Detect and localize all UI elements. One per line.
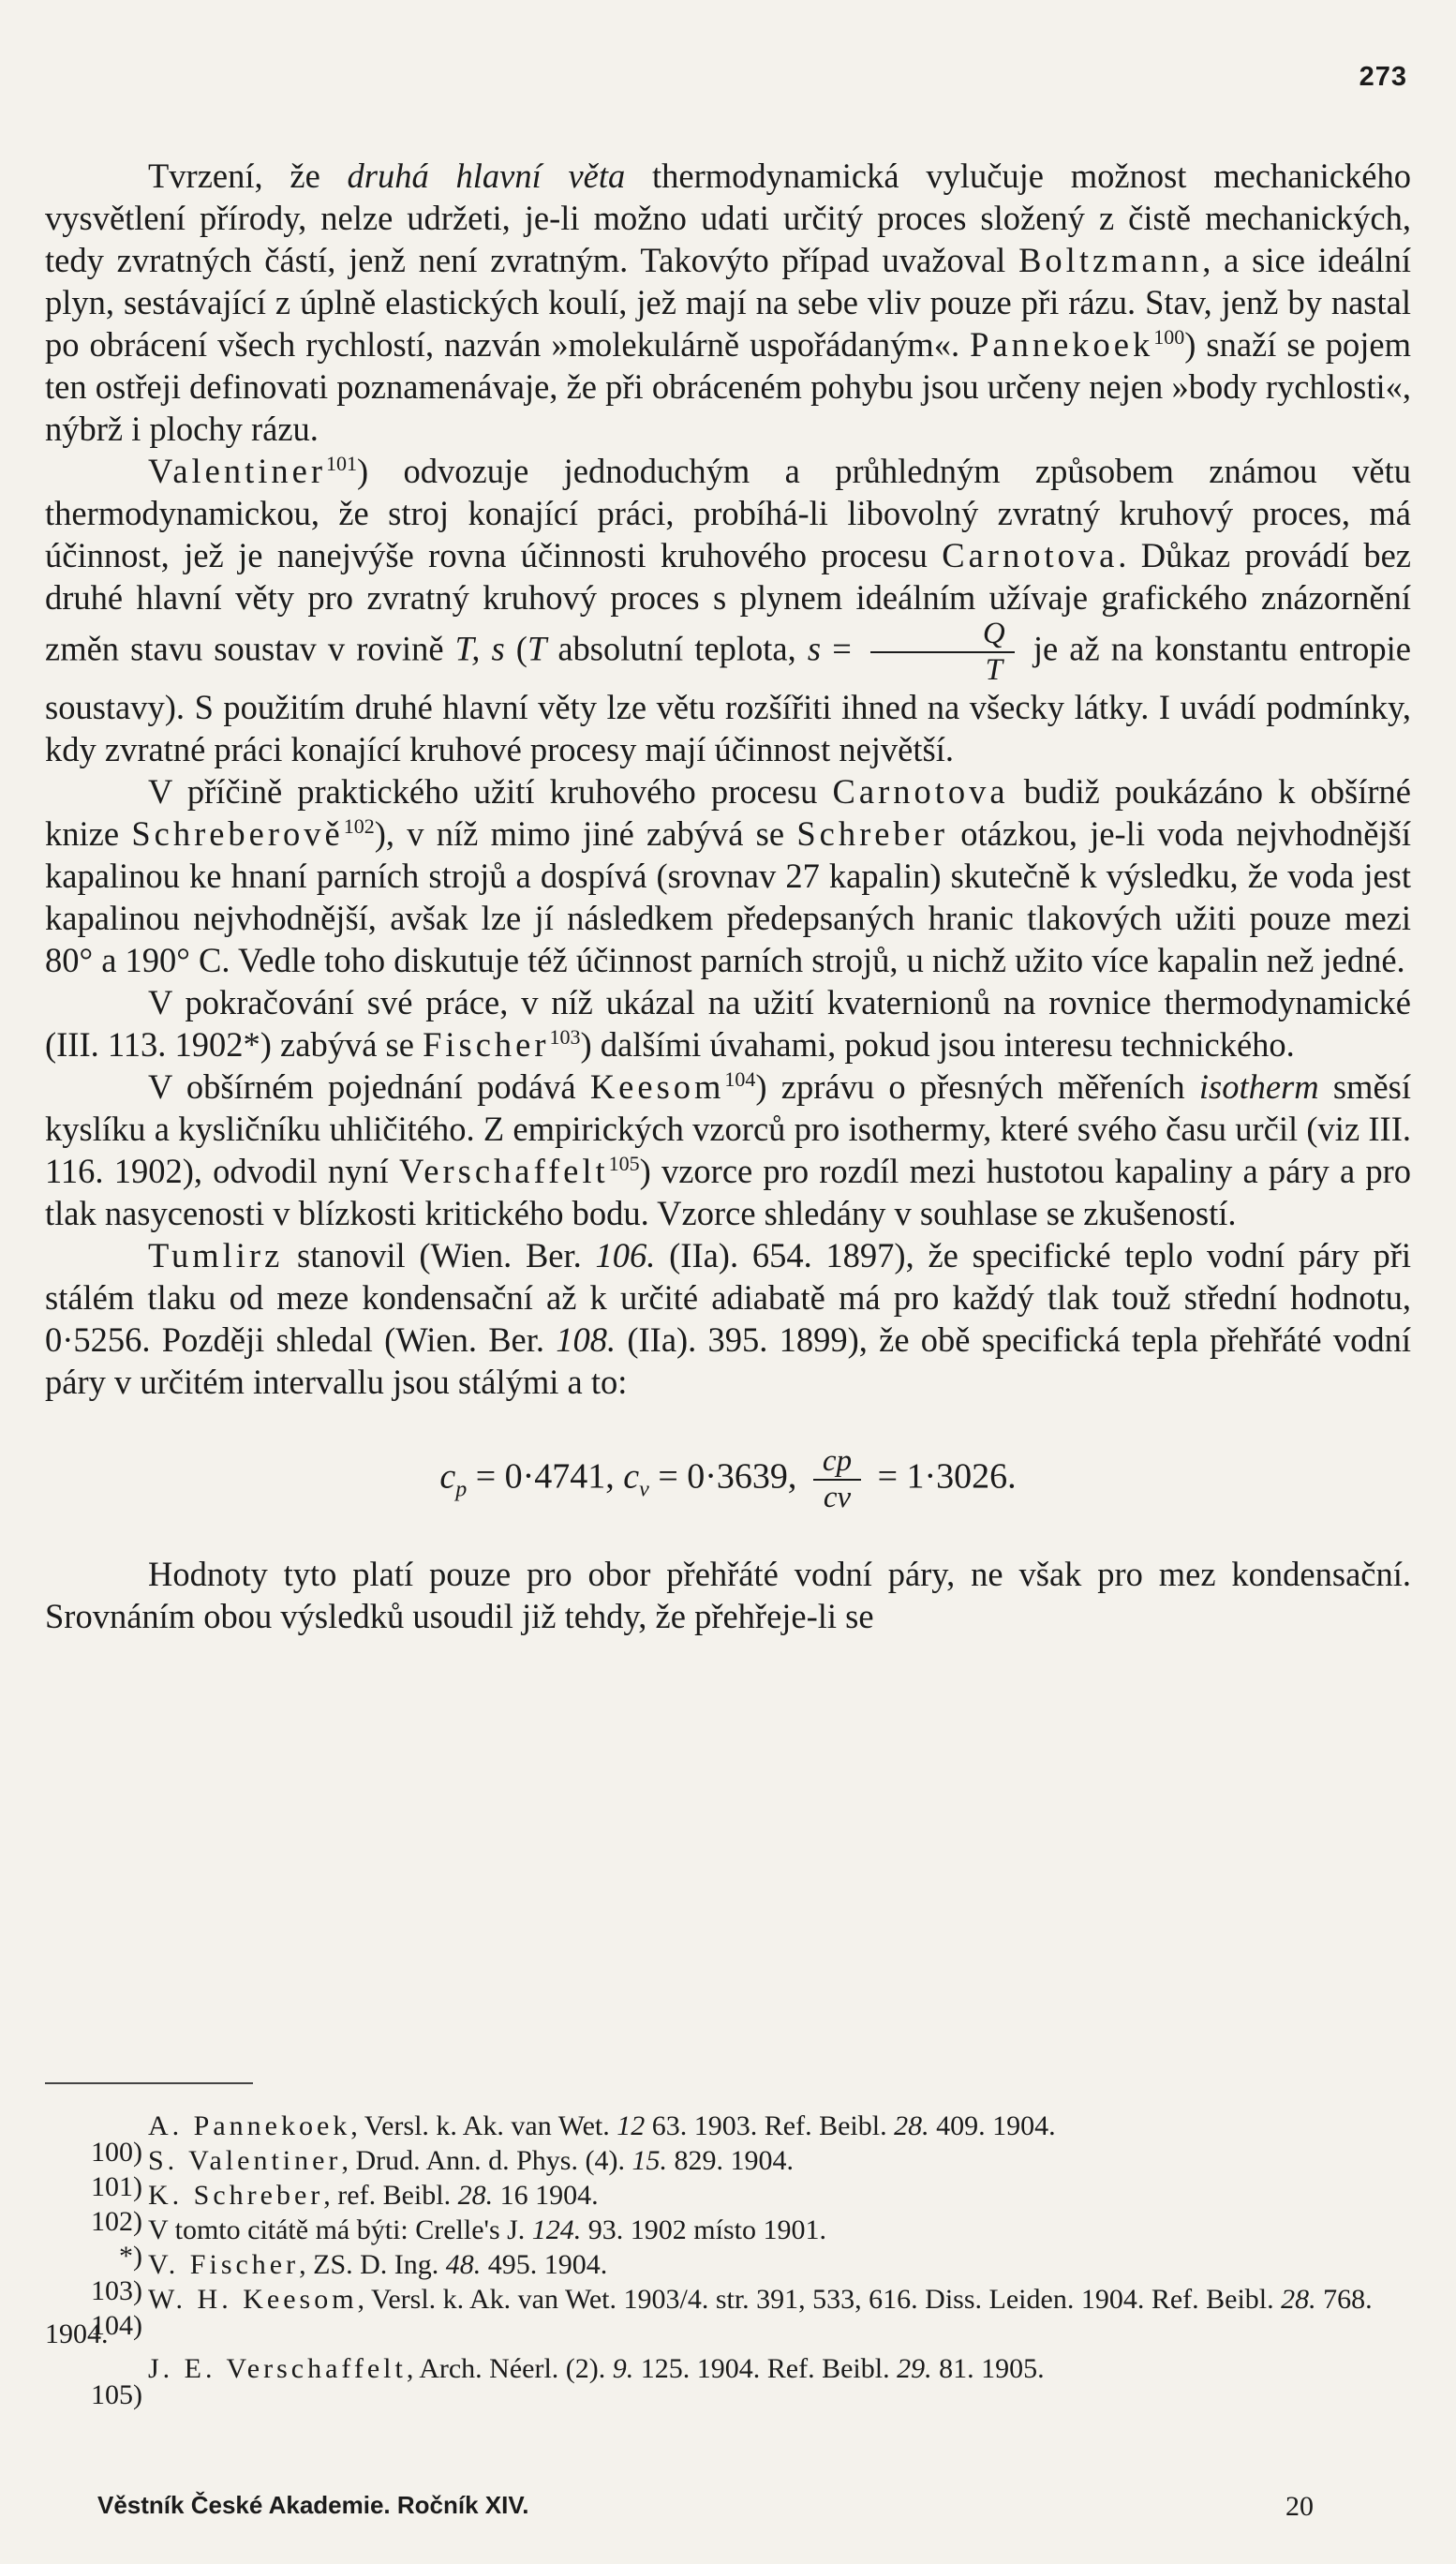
footnote-author: S. Valentiner bbox=[148, 2145, 342, 2176]
text: V příčině praktického užití kruhového procesu bbox=[148, 772, 833, 811]
paragraph-4 bbox=[45, 981, 1411, 1066]
footnote-text: , Arch. Néerl. (2). bbox=[406, 2353, 613, 2384]
author-name: Verschaffelt bbox=[398, 1152, 609, 1190]
text: ) dalšími úvahami, pokud jsou interesu technického. bbox=[580, 1025, 1295, 1064]
author-name: Boltzmann bbox=[1018, 241, 1203, 279]
paragraph-5 bbox=[45, 1066, 1411, 1234]
text: stanovil (Wien. Ber. bbox=[283, 1236, 596, 1275]
footnote-divider bbox=[45, 2082, 253, 2084]
footnote-number: 103) bbox=[91, 2275, 142, 2306]
footnote-text: , Versl. k. Ak. van Wet. bbox=[350, 2110, 617, 2141]
text: = 0·4741, bbox=[467, 1456, 624, 1497]
footnote-number: 104) bbox=[91, 2310, 142, 2341]
text: budiž poukázáno k obšírné knize bbox=[45, 772, 1411, 853]
footnote-author: J. E. Verschaffelt bbox=[148, 2353, 407, 2384]
fraction bbox=[813, 1446, 861, 1513]
text: ) vzorce pro rozdíl mezi hustotou kapaliny a páry a pro tlak nasycenosti v blízkosti kritického bodu. Vzorce shledány v souhlase se zkušeností. bbox=[45, 1152, 1411, 1232]
footnote-author: V. Fischer bbox=[148, 2249, 300, 2280]
author-name: Carnotova bbox=[832, 772, 1009, 811]
footnote-text: 81. 1905. bbox=[931, 2353, 1045, 2384]
text: V pokračování své práce, v níž ukázal na užití kvaternionů na rovnice thermodynamické (III. 113. 1902*) zabývá se bbox=[45, 983, 1411, 1064]
paragraph-3 bbox=[45, 770, 1411, 981]
footnote-text: V tomto citátě má býti: Crelle's J. bbox=[148, 2214, 532, 2245]
text: Hodnoty tyto platí pouze pro obor přehřáté vodní páry, ne však pro mez kondensační. Srovnáním obou výsledků usoudil již tehdy, že přehřeje-li se bbox=[45, 1555, 1411, 1635]
footnote-author: K. Schreber bbox=[148, 2180, 324, 2211]
footnote-text: 495. 1904. bbox=[481, 2249, 608, 2280]
text: směsí kyslíku a kysličníku uhličitého. Z empirických vzorců pro isothermy, které svého času určil (viz III. 116. 1902), odvodil nyní bbox=[45, 1067, 1411, 1190]
footnote-volume: 15. bbox=[631, 2145, 667, 2176]
footnote-text: , ZS. D. Ing. bbox=[299, 2249, 446, 2280]
text: je až na konstantu entropie soustavy). S použitím druhé hlavní věty lze větu rozšířiti ihned na všecky látky. I uvádí podmínky, kdy zvratné práci konající kruhové procesy mají účinnost největší. bbox=[45, 629, 1411, 768]
footnote-number: *) bbox=[119, 2241, 142, 2272]
footnote-text: , Drud. Ann. d. Phys. (4). bbox=[341, 2145, 632, 2176]
footnote-volume: 12 bbox=[617, 2110, 646, 2141]
footnote-text: 768. 1904. bbox=[45, 2284, 1373, 2349]
footnote-ref[interactable]: 103 bbox=[549, 1024, 581, 1049]
journal-title: Věstník České Akademie. Ročník XIV. bbox=[97, 2491, 529, 2519]
body-text bbox=[45, 155, 1411, 1637]
paragraph-1 bbox=[45, 155, 1411, 450]
footnote-text: 409. 1904. bbox=[929, 2110, 1056, 2141]
footnote-text: , Versl. k. Ak. van Wet. 1903/4. str. 391, 533, 616. Diss. Leiden. 1904. Ref. Beibl. bbox=[357, 2284, 1282, 2315]
text: = 1·3026. bbox=[869, 1456, 1017, 1497]
footnote-ref[interactable]: 102 bbox=[343, 813, 375, 838]
math-variable: T bbox=[527, 629, 547, 668]
author-name: Valentiner bbox=[148, 452, 326, 490]
text: ), v níž mimo jiné zabývá se bbox=[374, 814, 797, 853]
footnote-ref[interactable]: 100 bbox=[1153, 324, 1185, 349]
footnote-volume: 29. bbox=[897, 2353, 932, 2384]
footnotes bbox=[45, 2109, 1411, 2410]
footnote-author: A. Pannekoek bbox=[148, 2110, 351, 2141]
math-variable: s bbox=[807, 629, 822, 668]
math-subscript: v bbox=[639, 1477, 649, 1502]
footnote-volume: 48. bbox=[445, 2249, 482, 2280]
author-name: Schreber bbox=[796, 814, 949, 853]
author-name: Schreberově bbox=[131, 814, 344, 853]
volume-number: 108. bbox=[556, 1320, 617, 1359]
author-name: Carnotova bbox=[942, 536, 1119, 574]
footnote-volume: 9. bbox=[612, 2353, 634, 2384]
fraction bbox=[870, 619, 1015, 686]
page-number: 273 bbox=[1359, 62, 1407, 92]
footnote-number: 101) bbox=[91, 2171, 142, 2202]
paragraph-6 bbox=[45, 1234, 1411, 1403]
text: ) zprávu o přesných měřeních bbox=[755, 1067, 1199, 1106]
footnote-number: 105) bbox=[91, 2379, 142, 2410]
text: ) odvozuje jednoduchým a průhledným způsobem známou větu thermodynamickou, že stroj konající práci, probíhá-li libovolný zvratný kruhový proces, má účinnost, jež je nanejvýše rovna účinnosti kruhového procesu bbox=[45, 452, 1411, 574]
footnote-ref[interactable]: 104 bbox=[724, 1066, 756, 1091]
footnote-ref[interactable]: 101 bbox=[326, 451, 357, 475]
italic-term: druhá hlavní věta bbox=[347, 157, 626, 195]
volume-number: 106. bbox=[595, 1236, 656, 1275]
text: , a sice ideální plyn, sestávající z úplně elastických koulí, jež mají na sebe vliv pouze při rázu. Stav, jenž by nastal po obrácení všech rychlostí, nazván »molekulárně uspořádaným«. bbox=[45, 241, 1411, 364]
footnote-item bbox=[45, 2282, 1411, 2351]
sheet-number: 20 bbox=[1285, 2491, 1314, 2522]
text: = 0·3639, bbox=[648, 1456, 806, 1497]
text: ( bbox=[504, 629, 527, 668]
paragraph-2 bbox=[45, 450, 1411, 770]
text: (IIa). 395. 1899), že obě specifická tepla přehřáté vodní páry v určitém intervallu jsou stálými a to: bbox=[45, 1320, 1411, 1401]
fraction-denominator: cv bbox=[823, 1481, 852, 1514]
footnote-item bbox=[45, 2351, 1411, 2410]
footnote-volume: 124. bbox=[531, 2214, 582, 2245]
text: = bbox=[821, 629, 863, 668]
formula bbox=[45, 1446, 1411, 1513]
author-name: Tumlirz bbox=[148, 1236, 284, 1275]
text: absolutní teplota, bbox=[546, 629, 808, 668]
footnote-text: 63. 1903. Ref. Beibl. bbox=[645, 2110, 895, 2141]
author-name: Pannekoek bbox=[970, 325, 1154, 364]
footnote-volume: 28. bbox=[1281, 2284, 1316, 2315]
paragraph-7 bbox=[45, 1553, 1411, 1637]
text: otázkou, je-li voda nejvhodnější kapalinou ke hnaní parních strojů a dospívá (srovnav 27 kapalin) skutečně k výsledku, že voda jest kapalinou nejvhodnější, avšak lze jí následkem předepsaných hranic tlakových užiti pouze mezi 80° a 190° C. Vedle toho diskutuje též účinnost parních strojů, u nichž užito více kapalin než jedné. bbox=[45, 814, 1411, 979]
text: Tvrzení, že bbox=[148, 157, 348, 195]
footnote-volume: 28. bbox=[894, 2110, 929, 2141]
footnote-text: 829. 1904. bbox=[666, 2145, 794, 2176]
text: (IIa). 654. 1897), že specifické teplo vodní páry při stálém tlaku od meze kondensační až k určité adiabatě má pro každý tlak touž střední hodnotu, 0·5256. Později shledal (Wien. Ber. bbox=[45, 1236, 1412, 1359]
text: . Důkaz provádí bez druhé hlavní věty pro zvratný kruhový proces s plynem ideálním užívaje grafického znázornění změn stavu soustav v rovině bbox=[45, 536, 1411, 668]
text: ) snaží se pojem ten ostřeji definovati poznamenávaje, že při obráceném pohybu jsou určeny nejen »body rychlosti«, nýbrž i plochy rázu. bbox=[45, 325, 1411, 448]
fraction-numerator: Q bbox=[870, 619, 1015, 653]
footnote-text: 93. 1902 místo 1901. bbox=[581, 2214, 826, 2245]
text: V obšírném pojednání podává bbox=[148, 1067, 590, 1106]
math-variable: T, s bbox=[454, 629, 505, 668]
fraction-denominator: T bbox=[985, 653, 1003, 687]
math-variable: c bbox=[439, 1456, 456, 1497]
italic-term: isotherm bbox=[1198, 1067, 1319, 1106]
footnote-number: 102) bbox=[91, 2206, 142, 2237]
footnote-author: W. H. Keesom bbox=[148, 2284, 358, 2315]
author-name: Keesom bbox=[589, 1067, 725, 1106]
footnote-volume: 28. bbox=[457, 2180, 494, 2211]
page-footer bbox=[97, 2491, 1314, 2523]
footnote-number: 100) bbox=[91, 2137, 142, 2168]
math-variable: c bbox=[623, 1456, 640, 1497]
text: thermodynamická vylučuje možnost mechanického vysvětlení přírody, nelze udržeti, je-li možno udati určitý proces složený z čistě mechanických, tedy zvratných částí, jenž není zvratným. Takovýto případ uvažoval bbox=[45, 157, 1411, 279]
footnote-text: , ref. Beibl. bbox=[323, 2180, 458, 2211]
footnote-ref[interactable]: 105 bbox=[608, 1151, 640, 1175]
math-subscript: p bbox=[455, 1477, 468, 1502]
author-name: Fischer bbox=[423, 1025, 550, 1064]
footnote-text: 125. 1904. Ref. Beibl. bbox=[633, 2353, 898, 2384]
footnote-text: 16 1904. bbox=[493, 2180, 599, 2211]
fraction-numerator: cp bbox=[813, 1446, 861, 1481]
